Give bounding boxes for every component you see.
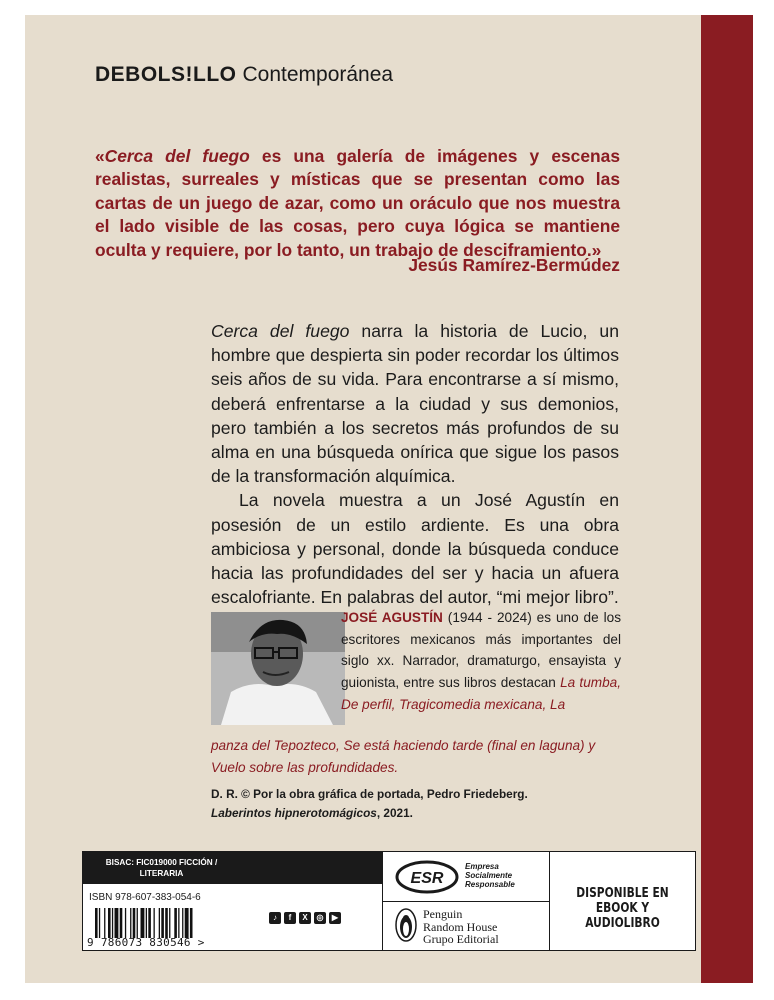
artwork-year: , 2021. [376, 806, 413, 820]
esr-line: Socialmente [465, 871, 513, 880]
facebook-icon[interactable]: f [284, 912, 296, 924]
isbn-number: ISBN 978-607-383-054-6 [89, 892, 201, 903]
barcode-bar [133, 908, 136, 938]
barcode-bar [95, 908, 98, 938]
synopsis-paragraph-2: La novela muestra a un José Agustín en posesión de un estilo ardiente. Es una obra ambiciosa y personal, donde la búsqueda conduce hacia las profundidades del ser y hacia un afuera escalofriante. En palabras del autor, “mi mejor libro”. [211, 490, 619, 608]
barcode [95, 908, 237, 938]
spine-color-band [701, 15, 753, 983]
barcode-bar [182, 908, 183, 938]
esr-logo-text: ESR [410, 870, 444, 887]
esr-line: Responsable [465, 880, 515, 889]
imprint-logo: DEBOLS!LLO [95, 63, 237, 86]
publisher-line: Grupo Editorial [423, 932, 499, 946]
esr-line: Empresa [465, 862, 499, 871]
synopsis-text-1: narra la historia de Lucio, un hombre que despierta sin poder recordar los últimos seis años de su vida. Para encontrarse a sí mismo, deberá enfrentarse a la ciudad y sus demonios, pero también a los secretos más profundos de su alma en una búsqueda onírica que sigue los pasos de la transformación alquímica. [211, 321, 619, 487]
barcode-bar [99, 908, 100, 938]
esr-logo-icon [395, 860, 459, 894]
collection-name: Contemporánea [242, 63, 394, 86]
publisher-info-box [82, 851, 696, 951]
author-bio-text: (1944 - 2024) es uno de los escritores mexicanos más importantes del siglo xx. Narrador, dramaturgo, ensayista y guionista, entre sus libros destacan [341, 610, 621, 691]
barcode-bar [154, 908, 155, 938]
divider [549, 852, 550, 950]
barcode-bar [130, 908, 131, 938]
barcode-bar [169, 908, 170, 938]
barcode-bar [104, 908, 105, 938]
esr-label [465, 862, 515, 889]
quote-author: Jesús Ramírez-Bermúdez [408, 255, 620, 275]
synopsis [211, 319, 619, 609]
author-photo [211, 612, 345, 725]
penguin-logo-icon [395, 908, 417, 942]
barcode-bar [108, 908, 111, 938]
imprint-brand [95, 63, 393, 87]
synopsis-book-title: Cerca del fuego [211, 321, 350, 341]
author-name: JOSÉ AGUSTÍN [341, 610, 443, 625]
barcode-bar [137, 908, 138, 938]
quote-book-title: Cerca del fuego [104, 146, 250, 166]
availability-notice: DISPONIBLE EN EBOOK Y AUDIOLIBRO [576, 886, 669, 931]
barcode-bar [146, 908, 147, 938]
barcode-bar [159, 908, 160, 938]
quote-text: es una galería de imágenes y escenas realistas, surreales y místicas que se presentan como las cartas de un juego de azar, como un oráculo que nos muestra el lado visible de las cosas, pero cuya lógica se mantiene oculta y requiere, por lo tanto, un trabajo de desciframiento.» [95, 146, 620, 260]
barcode-bar [190, 908, 193, 938]
publisher-line: Random House [423, 919, 498, 934]
barcode-bar [174, 908, 177, 938]
barcode-bar [148, 908, 151, 938]
author-works-inline: La tumba, De perfil, Tragicomedia mexicana, La [341, 675, 621, 712]
header-black-band [240, 852, 382, 884]
x-icon[interactable]: X [299, 912, 311, 924]
barcode-bar [141, 908, 145, 938]
credits-line-1: D. R. © Por la obra gráfica de portada, Pedro Friedeberg. [211, 787, 528, 801]
credits-line-2 [211, 804, 631, 823]
author-bio [341, 607, 621, 716]
synopsis-paragraph-1 [211, 319, 619, 488]
barcode-bar [120, 908, 123, 938]
publisher-name [423, 908, 499, 946]
divider [383, 901, 549, 902]
quote-open-mark: « [95, 146, 105, 166]
publisher-line: Penguin [423, 907, 463, 921]
barcode-bar [125, 908, 126, 938]
barcode-bar [161, 908, 164, 938]
blurb-quote [95, 145, 620, 262]
cover-art-credits [211, 785, 631, 823]
barcode-bar [112, 908, 113, 938]
artwork-title: Laberintos hipnerotomágicos [211, 806, 377, 820]
barcode-bar [185, 908, 189, 938]
instagram-icon[interactable]: ◎ [314, 912, 326, 924]
author-works-continued: panza del Tepozteco, Se está haciendo tarde (final en laguna) y Vuelo sobre las profundidades. [211, 738, 596, 775]
social-icons [269, 912, 341, 924]
youtube-icon[interactable]: ▶ [329, 912, 341, 924]
bisac-code: BISAC: FIC019000 FICCIÓN / LITERARIA [83, 852, 240, 884]
barcode-bar [165, 908, 168, 938]
barcode-digits: 9 786073 830546 > [87, 936, 205, 949]
barcode-bar [115, 908, 119, 938]
tiktok-icon[interactable]: ♪ [269, 912, 281, 924]
barcode-bar [178, 908, 179, 938]
book-back-cover [25, 15, 753, 983]
